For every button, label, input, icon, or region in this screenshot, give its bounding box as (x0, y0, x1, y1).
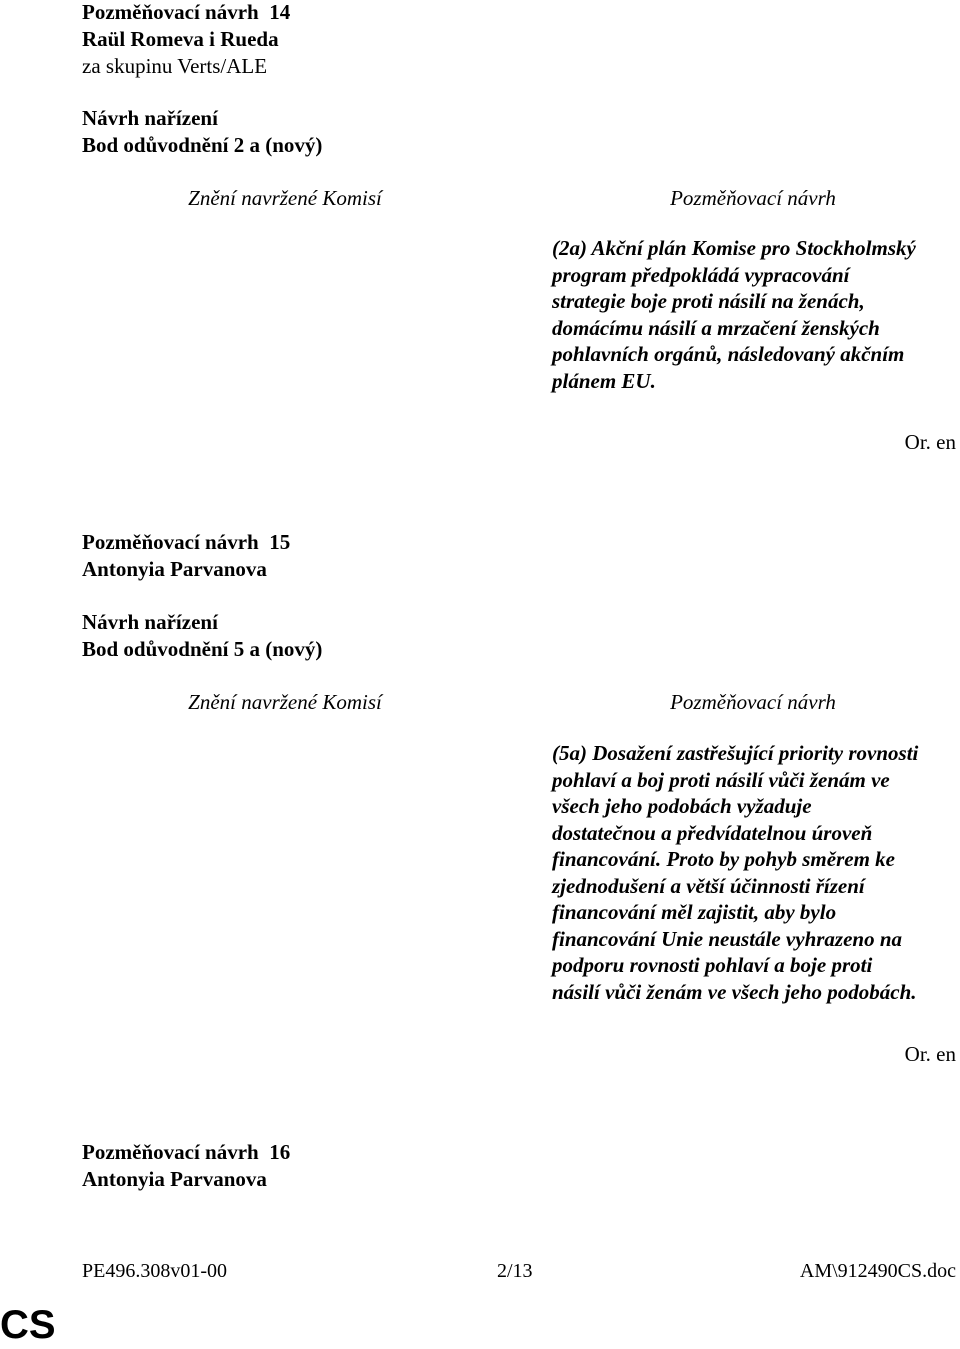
amendment-text-line: pohlaví a boj proti násilí vůči ženám ve (552, 767, 890, 792)
amendment-14-col-left: Znění navržené Komisí (188, 186, 382, 210)
amendment-text-line: (5a) Dosažení zastřešující priority rovnosti (552, 741, 919, 765)
amendment-14-col-right: Pozměňovací návrh (670, 186, 836, 210)
amendment-text-line: strategie boje proti násilí na ženách, (552, 289, 865, 313)
footer-file-name: AM\912490CS.doc (799, 1260, 956, 1282)
amendment-text-line: (2a) Akční plán Komise pro Stockholmský (552, 236, 916, 260)
amendment-text-line: financování Unie neustále vyhrazeno na (552, 926, 903, 951)
amendment-16-author: Antonyia Parvanova (82, 1167, 267, 1191)
amendment-text-line: dostatečnou a předvídatelnou úroveň (552, 820, 873, 845)
amendment-text-line: domácímu násilí a mrzačení ženských (552, 315, 880, 340)
amendment-text-line: financování měl zajistit, aby bylo (552, 900, 837, 924)
amendment-14-recital: Bod odůvodnění 2 a (nový) (82, 133, 323, 157)
footer-page-number: 2/13 (497, 1260, 533, 1282)
amendment-16-heading: Pozměňovací návrh 16 (82, 1140, 291, 1164)
amendment-14-proposal: Návrh nařízení (82, 106, 218, 130)
amendment-15-text (552, 740, 952, 1005)
amendment-15-col-right: Pozměňovací návrh (670, 690, 836, 714)
amendment-15-recital: Bod odůvodnění 5 a (nový) (82, 637, 323, 661)
amendment-text-line: program předpokládá vypracování (552, 262, 850, 287)
amendment-text-line: všech jeho podobách vyžaduje (552, 794, 812, 818)
amendment-text-line: zjednodušení a větší účinnosti řízení (552, 873, 865, 898)
amendment-14-heading: Pozměňovací návrh 14 (82, 0, 291, 24)
amendment-14-original-language: Or. en (904, 430, 956, 454)
amendment-14-text (552, 235, 952, 394)
amendment-text-line: pohlavních orgánů, následovaný akčním (552, 342, 905, 366)
footer-doc-ref: PE496.308v01-00 (82, 1260, 227, 1282)
amendment-text-line: financování. Proto by pohyb směrem ke (552, 847, 895, 871)
amendment-15-author: Antonyia Parvanova (82, 557, 267, 581)
amendment-text-line: násilí vůči ženám ve všech jeho podobách. (552, 979, 917, 1004)
amendment-15-original-language: Or. en (904, 1042, 956, 1066)
amendment-14-author: Raül Romeva i Rueda (82, 27, 279, 51)
amendment-15-col-left: Znění navržené Komisí (188, 690, 382, 714)
amendment-text-line: plánem EU. (552, 368, 656, 393)
amendment-15-proposal: Návrh nařízení (82, 610, 218, 634)
amendment-14-group: za skupinu Verts/ALE (82, 54, 268, 78)
amendment-text-line: podporu rovnosti pohlaví a boje proti (552, 953, 873, 977)
amendment-15-heading: Pozměňovací návrh 15 (82, 530, 291, 554)
footer-language-code: CS (0, 1303, 56, 1347)
